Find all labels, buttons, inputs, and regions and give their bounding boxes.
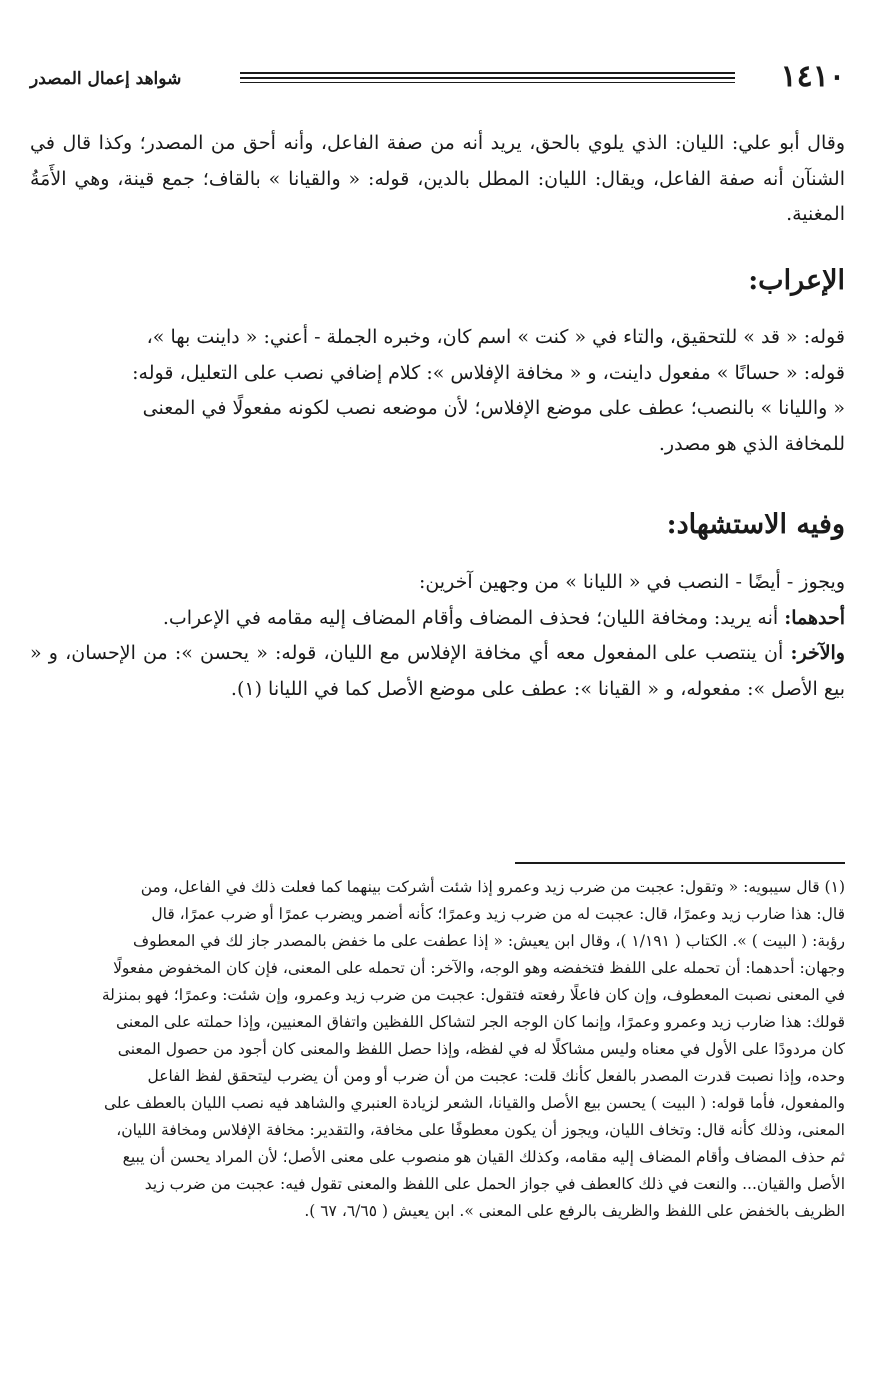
footnote-line: الأصل والقيان... والنعت في ذلك كالعطف في جواز الحمل على اللفظ والمعنى تقول فيه: عجبت من ضرب زيد — [144, 1175, 845, 1193]
section-heading-irab: الإعراب: — [748, 265, 845, 296]
footnote-line: والمفعول، فأما قوله: ( البيت ) يحسن بيع الأصل والقيانا، الشعر لزيادة العنبري والشاهد فيه نصب الليان بالعطف على — [103, 1094, 845, 1112]
footnote-line: المعنى، وذلك كأنه قال: وتخاف الليان، ويجوز أن يكون معطوفًا على مخافة، والتقدير: مخافة الإفلاس ومخافة الليان، — [116, 1121, 845, 1139]
paragraph-istishhad — [30, 565, 845, 707]
footnote-line: وحده، وإذا نصبت قدرت المصدر بالفعل كأنك قلت: عجبت من أن ضرب أو ومن أن يضرب ليتحقق لفظ الفاعل — [147, 1067, 845, 1085]
footnote-separator — [515, 862, 845, 864]
section-heading-istishhad: وفيه الاستشهاد: — [666, 509, 845, 540]
running-title: شواهد إعمال المصدر — [30, 69, 182, 89]
footnote-line: قال: هذا ضارب زيد وعمرًا، قال: عجبت له من ضرب زيد وعمرًا؛ كأنه أضمر ويضرب عمرًا أو ضرب عمرًا، قال — [151, 905, 845, 923]
footnote-line: في المعنى نصبت المعطوف، وإن كان فاعلًا رفعته فتقول: عجبت من ضرب زيد وعمرو، وإن شئت: وعمرًا؛ فهو بمنزلة — [101, 986, 845, 1004]
term-label: أحدهما: — [784, 606, 845, 629]
paragraph-line: ويجوز - أيضًا - النصب في « الليانا » من وجهين آخرين: — [418, 571, 845, 593]
page-header — [30, 60, 845, 100]
footnote-line: ثم حذف المضاف وأقام المضاف إليه مقامه، وكذلك القيان هو منصوب على معنى الأصل؛ لأن المراد يحسن أن يبيع — [122, 1148, 845, 1166]
header-rule — [240, 82, 735, 83]
paragraph-line — [30, 601, 845, 637]
paragraph-irab — [30, 320, 845, 462]
paragraph-line: للمخافة الذي هو مصدر. — [658, 432, 845, 455]
term-text: أن ينتصب على المفعول معه أي مخافة الإفلاس مع الليان، قوله: « يحسن »: من الإحسان، و « بيع الأصل »: مفعوله، و « القيانا »: عطف على موضع الأصل كما في الليانا (١). — [30, 642, 845, 700]
footnotes — [30, 874, 845, 1225]
term-label: والآخر: — [790, 642, 845, 664]
paragraph-line: « والليانا » بالنصب؛ عطف على موضع الإفلاس؛ لأن موضعه نصب لكونه مفعولًا في المعنى — [142, 397, 845, 419]
paragraph-line — [30, 636, 845, 707]
footnote-line: (١) قال سيبويه: « وتقول: عجبت من ضرب زيد وعمرو إذا شئت أشركت بينهما كما فعلت ذلك في الفاعل، ومن — [140, 878, 845, 896]
paragraph-line: قوله: « قد » للتحقيق، والتاء في « كنت » اسم كان، وخبره الجملة - أعني: « داينت بها »، — [146, 326, 845, 348]
term-text: أنه يريد: ومخافة الليان؛ فحذف المضاف وأقام المضاف إليه مقامه في الإعراب. — [162, 606, 785, 629]
footnote-line: وجهان: أحدهما: أن تحمله على اللفظ فتخفضه وهو الوجه، والآخر: أن تحمله على المعنى، فإن كان المخفوض مفعولًا — [113, 959, 845, 977]
footnote-line: رؤبة: ( البيت ) ». الكتاب ( ١/١٩١ )، وقال ابن يعيش: « إذا عطفت على ما خفض بالمصدر جاز لك في المعطوف — [133, 932, 845, 950]
footnote-line: قولك: هذا ضارب زيد وعمرو وعمرًا، وإنما كان الوجه الجر لتشاكل اللفظين واتفاق المعنيين، وإذا حملته على المعنى — [115, 1013, 845, 1031]
paragraph-definition — [30, 126, 845, 233]
paragraph-text: وقال أبو علي: الليان: الذي يلوي بالحق، يريد أنه من صفة الفاعل، وأنه أحق من المصدر؛ وكذا قال في الشنآن أنه صفة الفاعل، ويقال: الليان: المطل بالدين، قوله: « والقيانا » بالقاف؛ جمع قينة، وهي الأَمَةُ المغنية. — [30, 132, 845, 225]
paragraph-line: قوله: « حسانًا » مفعول داينت، و « مخافة الإفلاس »: كلام إضافي نصب على التعليل، قوله: — [132, 361, 845, 384]
header-rule — [240, 77, 735, 79]
header-rule — [240, 72, 735, 74]
footnote-line: الظريف بالخفض على اللفظ والظريف بالرفع على المعنى ». ابن يعيش ( ٦/٦٥، ٦٧ ). — [304, 1202, 845, 1220]
footnote-line: كان مردودًا على الأول في معناه وليس مشاكلًا له في لفظه، وإذا حصل اللفظ والمعنى كان أجود من حصول المعنى — [117, 1040, 845, 1058]
page-number: ١٤١٠ — [780, 59, 845, 94]
